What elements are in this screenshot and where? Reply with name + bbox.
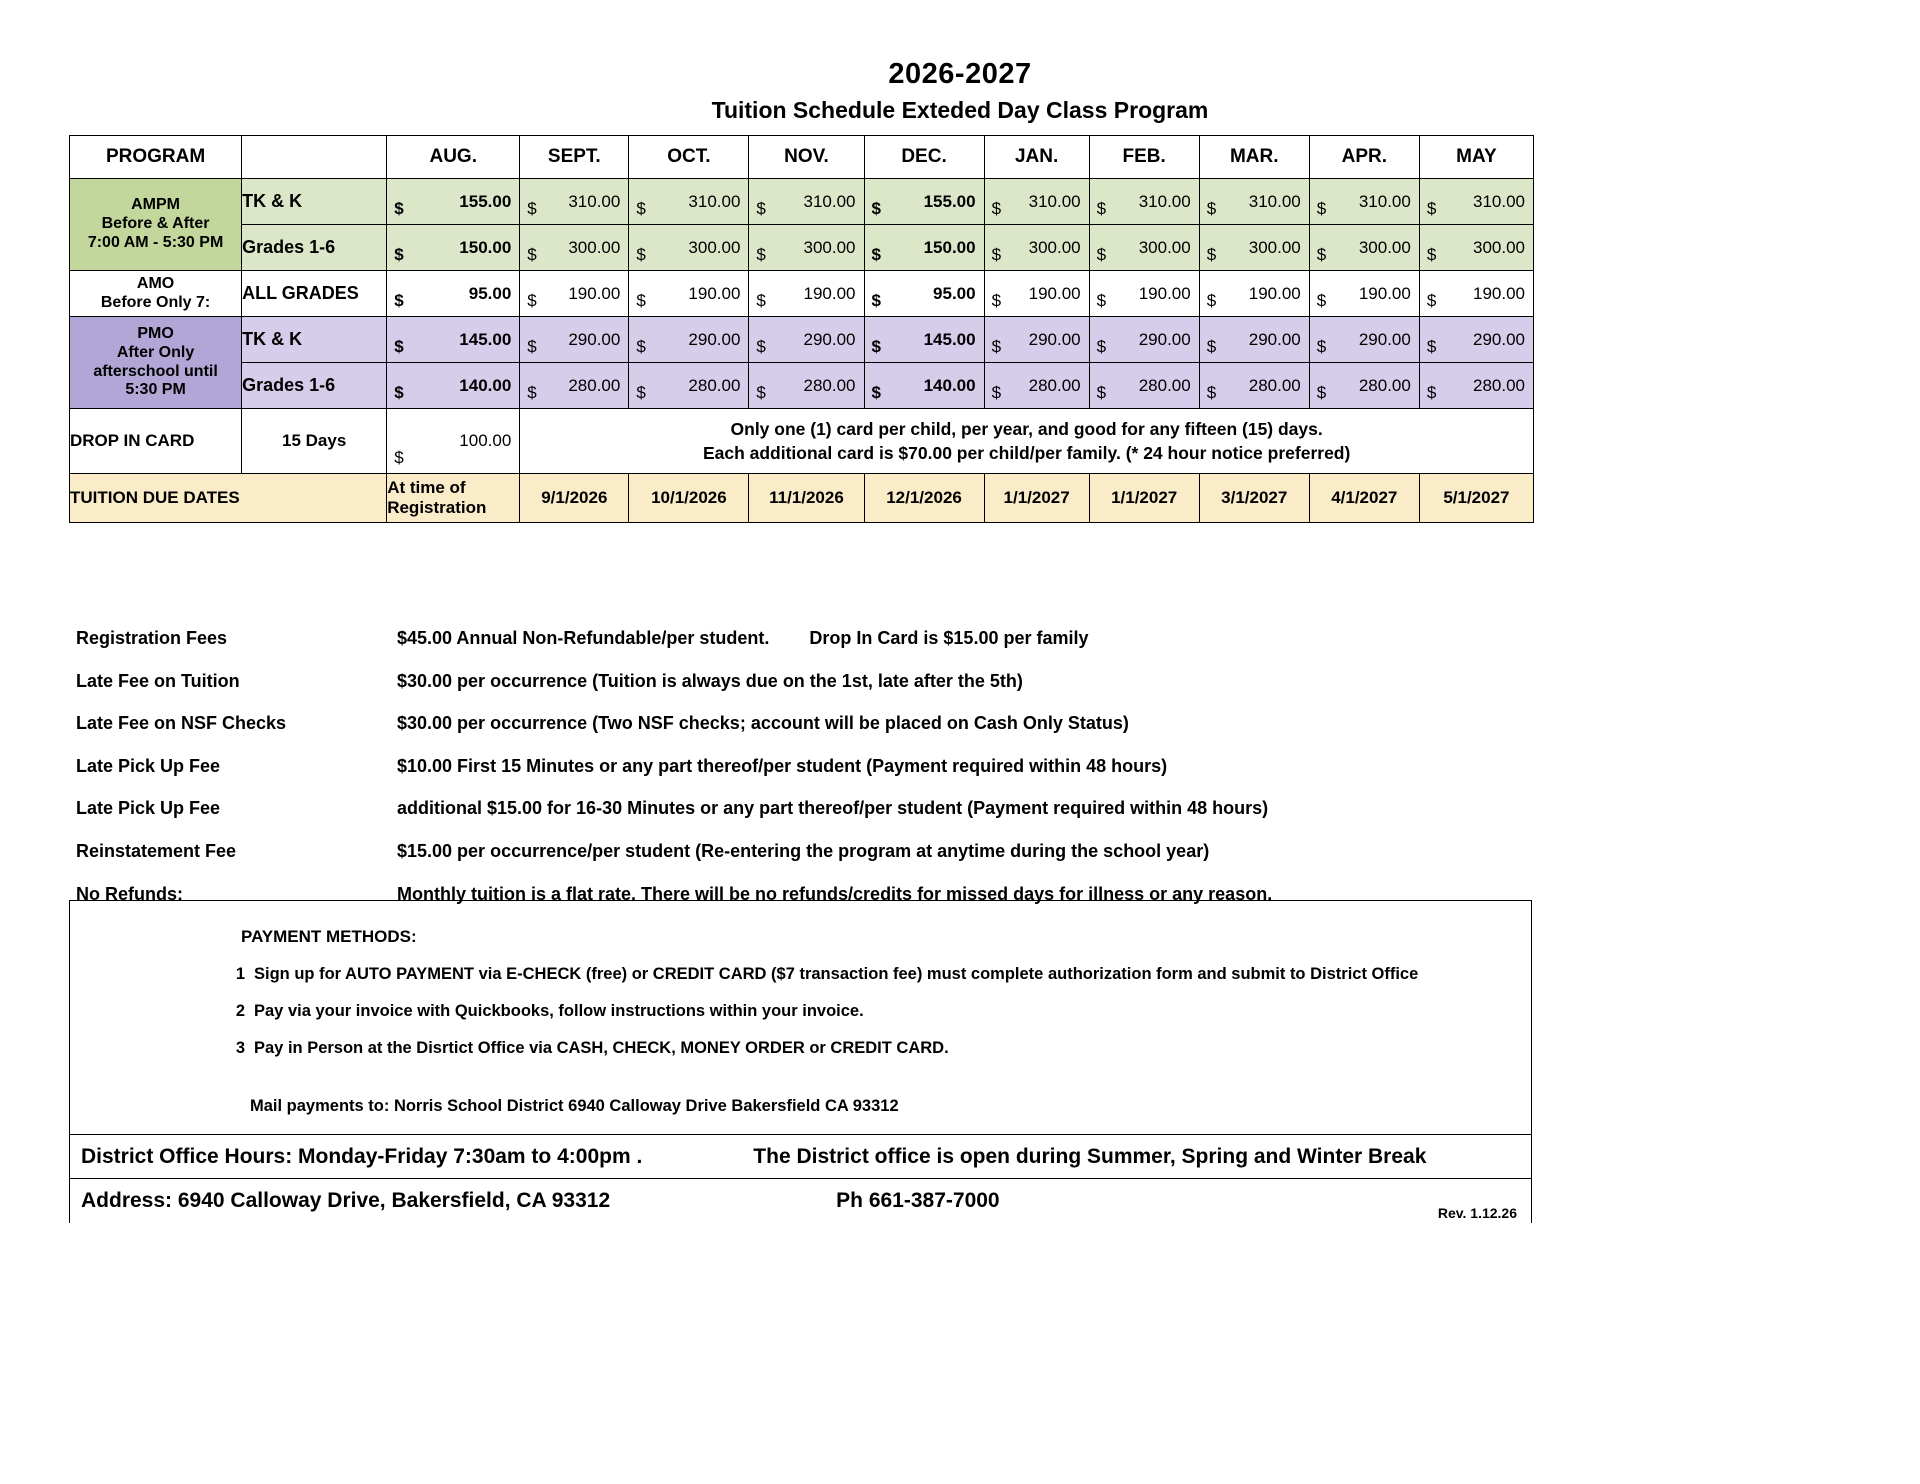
currency-symbol: $ xyxy=(1096,199,1107,218)
program-name-ampm: AMPM xyxy=(131,196,180,214)
price-value: 145.00 xyxy=(459,329,512,349)
price-cell-nov xyxy=(749,317,864,363)
due-date-apr: 4/1/2027 xyxy=(1309,474,1419,523)
grade-label: Grades 1-6 xyxy=(242,225,387,271)
price-cell-sept xyxy=(520,363,629,409)
price-cell-nov xyxy=(749,363,864,409)
page-title-year: 2026-2027 xyxy=(888,58,1032,90)
price-cell-jan xyxy=(984,363,1089,409)
fee-value: $10.00 First 15 Minutes or any part thereof/per student (Payment required within 48 hours) xyxy=(397,755,1168,776)
price-value: 280.00 xyxy=(568,375,621,395)
currency-symbol: $ xyxy=(1316,199,1327,218)
price-value: 150.00 xyxy=(923,237,976,257)
program-name-amo: AMO xyxy=(136,274,175,292)
drop-in-note-line2: Each additional card is $70.00 per child/per family. (* 24 hour notice preferred) xyxy=(702,443,1351,463)
price-cell-feb xyxy=(1089,225,1199,271)
district-address: Address: 6940 Calloway Drive, Bakersfield, CA 93312 xyxy=(81,1189,611,1212)
price-value: 280.00 xyxy=(1473,375,1525,395)
price-cell-apr xyxy=(1309,271,1419,317)
currency-symbol: $ xyxy=(991,245,1002,264)
header-blank xyxy=(242,136,387,179)
price-value: 310.00 xyxy=(568,191,621,211)
currency-symbol: $ xyxy=(871,199,881,218)
currency-symbol: $ xyxy=(527,245,537,264)
price-cell-feb xyxy=(1089,179,1199,225)
header-feb: FEB. xyxy=(1089,136,1199,179)
currency-symbol: $ xyxy=(756,199,766,218)
price-value: 280.00 xyxy=(688,375,741,395)
fee-row-late-pickup-1 xyxy=(76,756,1536,778)
fee-value-main: $45.00 Annual Non-Refundable/per student. xyxy=(397,628,770,648)
fee-value: $15.00 per occurrence/per student (Re-entering the program at anytime during the school year) xyxy=(397,840,1210,861)
currency-symbol: $ xyxy=(394,199,404,218)
fee-value: additional $15.00 for 16-30 Minutes or any part thereof/per student (Payment required within 48 hours) xyxy=(397,798,1269,819)
payment-method-number: 3 xyxy=(235,1039,245,1057)
mail-payments-text: Mail payments to: Norris School District 6940 Calloway Drive Bakersfield CA 93312 xyxy=(250,1097,899,1115)
program-line2-ampm: Before & After xyxy=(101,215,210,233)
payment-methods-title: PAYMENT METHODS: xyxy=(241,927,417,946)
header-aug: AUG. xyxy=(387,136,520,179)
currency-symbol: $ xyxy=(1316,291,1327,310)
payment-method-number: 1 xyxy=(235,965,245,983)
currency-symbol: $ xyxy=(636,245,646,264)
currency-symbol: $ xyxy=(1206,383,1217,402)
price-cell-apr xyxy=(1309,363,1419,409)
payment-method-item xyxy=(225,1039,1531,1058)
page-title-block xyxy=(0,0,1920,124)
price-value: 290.00 xyxy=(688,329,741,349)
price-cell-aug xyxy=(387,317,520,363)
price-value: 190.00 xyxy=(688,283,741,303)
currency-symbol: $ xyxy=(1206,337,1217,356)
fee-row-reinstatement xyxy=(76,841,1536,863)
currency-symbol: $ xyxy=(636,199,646,218)
fee-label: Late Pick Up Fee xyxy=(76,798,221,819)
header-apr: APR. xyxy=(1309,136,1419,179)
footer-hours-row xyxy=(69,1135,1532,1179)
price-cell-aug xyxy=(387,179,520,225)
price-cell-apr xyxy=(1309,179,1419,225)
price-value: 290.00 xyxy=(1138,329,1191,349)
header-sept: SEPT. xyxy=(520,136,629,179)
price-cell-sept xyxy=(520,271,629,317)
price-value: 145.00 xyxy=(923,329,976,349)
fee-label: Reinstatement Fee xyxy=(76,840,237,861)
price-cell-may xyxy=(1419,271,1533,317)
revision-label: Rev. 1.12.26 xyxy=(1437,1205,1517,1221)
currency-symbol: $ xyxy=(527,337,537,356)
tuition-due-dates-row xyxy=(70,474,1534,523)
tuition-table-wrapper xyxy=(69,135,1534,523)
price-cell-dec xyxy=(864,363,984,409)
header-program: PROGRAM xyxy=(70,136,242,179)
table-row xyxy=(70,363,1534,409)
currency-symbol: $ xyxy=(1426,383,1437,402)
grade-label: Grades 1-6 xyxy=(242,363,387,409)
program-line3-pmo: afterschool until xyxy=(93,362,218,380)
table-header-row xyxy=(70,136,1534,179)
price-value: 190.00 xyxy=(1358,283,1411,303)
price-value: 280.00 xyxy=(1138,375,1191,395)
due-date-nov: 11/1/2026 xyxy=(749,474,864,523)
currency-symbol: $ xyxy=(1206,199,1217,218)
price-value: 290.00 xyxy=(1028,329,1081,349)
tuition-due-dates-label: TUITION DUE DATES xyxy=(70,474,387,523)
due-date-dec: 12/1/2026 xyxy=(864,474,984,523)
due-date-feb: 1/1/2027 xyxy=(1089,474,1199,523)
price-value: 310.00 xyxy=(1138,191,1191,211)
header-may: MAY xyxy=(1419,136,1533,179)
price-value: 190.00 xyxy=(1138,283,1191,303)
fee-label: Late Fee on NSF Checks xyxy=(76,713,287,734)
price-value: 300.00 xyxy=(1473,237,1525,257)
price-cell-oct xyxy=(629,271,749,317)
price-cell-dec xyxy=(864,317,984,363)
price-cell-may xyxy=(1419,317,1533,363)
currency-symbol: $ xyxy=(756,383,766,402)
price-value: 290.00 xyxy=(1358,329,1411,349)
price-cell-aug xyxy=(387,225,520,271)
price-value: 280.00 xyxy=(1358,375,1411,395)
currency-symbol: $ xyxy=(991,383,1002,402)
fee-label: Late Pick Up Fee xyxy=(76,755,221,776)
currency-symbol: $ xyxy=(636,337,646,356)
payment-method-text: Pay in Person at the Disrtict Office via CASH, CHECK, MONEY ORDER or CREDIT CARD. xyxy=(254,1039,949,1057)
price-cell-feb xyxy=(1089,317,1199,363)
fee-value xyxy=(397,628,1536,650)
price-cell-oct xyxy=(629,363,749,409)
price-cell-feb xyxy=(1089,271,1199,317)
header-oct: OCT. xyxy=(629,136,749,179)
drop-in-card-days: 15 Days xyxy=(242,409,387,474)
price-value: 290.00 xyxy=(803,329,856,349)
price-value: 290.00 xyxy=(1473,329,1525,349)
currency-symbol: $ xyxy=(756,291,766,310)
tuition-schedule-table xyxy=(69,135,1534,523)
header-nov: NOV. xyxy=(749,136,864,179)
price-cell-mar xyxy=(1199,225,1309,271)
fee-value: $30.00 per occurrence (Two NSF checks; account will be placed on Cash Only Status) xyxy=(397,713,1129,734)
currency-symbol: $ xyxy=(1316,337,1327,356)
program-line2-amo: Before Only 7: xyxy=(100,293,211,311)
due-registration-line1: At time of xyxy=(387,477,466,497)
program-line4-pmo: 5:30 PM xyxy=(125,381,186,399)
price-value: 190.00 xyxy=(568,283,621,303)
payment-method-number: 2 xyxy=(235,1002,245,1020)
currency-symbol: $ xyxy=(1426,337,1437,356)
footer-address-row xyxy=(69,1179,1532,1223)
price-cell-sept xyxy=(520,225,629,271)
drop-in-card-row xyxy=(70,409,1534,474)
grade-label: ALL GRADES xyxy=(242,271,387,317)
price-value: 310.00 xyxy=(1248,191,1301,211)
price-cell-jan xyxy=(984,271,1089,317)
price-cell-may xyxy=(1419,363,1533,409)
fee-row-registration xyxy=(76,628,1536,650)
currency-symbol: $ xyxy=(394,291,404,310)
price-value: 280.00 xyxy=(1248,375,1301,395)
price-value: 190.00 xyxy=(1248,283,1301,303)
payment-method-text: Sign up for AUTO PAYMENT via E-CHECK (free) or CREDIT CARD ($7 transaction fee) must complete authorization form and submit to District Office xyxy=(254,965,1419,983)
due-date-jan: 1/1/2027 xyxy=(984,474,1089,523)
payment-method-item xyxy=(225,965,1531,984)
price-cell-jan xyxy=(984,317,1089,363)
price-cell-sept xyxy=(520,317,629,363)
district-office-hours: District Office Hours: Monday-Friday 7:30am to 4:00pm . xyxy=(81,1144,643,1168)
price-cell-oct xyxy=(629,179,749,225)
fee-label: Registration Fees xyxy=(76,628,228,648)
price-value: 300.00 xyxy=(568,237,621,257)
currency-symbol: $ xyxy=(991,199,1002,218)
fee-label: Late Fee on Tuition xyxy=(76,670,240,691)
program-label-amo xyxy=(70,271,242,317)
price-value: 155.00 xyxy=(459,191,512,211)
price-cell-feb xyxy=(1089,363,1199,409)
price-value: 150.00 xyxy=(459,237,512,257)
price-value: 290.00 xyxy=(568,329,621,349)
fee-value: Monthly tuition is a flat rate. There will be no refunds/credits for missed days for illness or any reason. xyxy=(397,883,1273,904)
currency-symbol: $ xyxy=(636,383,646,402)
page-title-subtitle: Tuition Schedule Exteded Day Class Program xyxy=(711,97,1209,124)
currency-symbol: $ xyxy=(1206,245,1217,264)
due-date-sept: 9/1/2026 xyxy=(520,474,629,523)
district-office-open-note: The District office is open during Summer, Spring and Winter Break xyxy=(753,1144,1427,1168)
price-cell-nov xyxy=(749,271,864,317)
currency-symbol: $ xyxy=(871,291,881,310)
currency-symbol: $ xyxy=(871,383,881,402)
payment-methods-box xyxy=(69,900,1532,1135)
header-jan: JAN. xyxy=(984,136,1089,179)
price-cell-nov xyxy=(749,179,864,225)
grade-label: TK & K xyxy=(242,317,387,363)
currency-symbol: $ xyxy=(1096,291,1107,310)
payment-method-text: Pay via your invoice with Quickbooks, follow instructions within your invoice. xyxy=(254,1002,864,1020)
currency-symbol: $ xyxy=(991,337,1002,356)
price-value: 310.00 xyxy=(1473,191,1525,211)
price-value: 95.00 xyxy=(933,283,976,303)
price-value: 300.00 xyxy=(1028,237,1081,257)
program-name-pmo: PMO xyxy=(137,324,174,342)
currency-symbol: $ xyxy=(1096,337,1107,356)
price-cell-apr xyxy=(1309,317,1419,363)
price-value: 190.00 xyxy=(1473,283,1525,303)
header-dec: DEC. xyxy=(864,136,984,179)
fee-row-late-pickup-2 xyxy=(76,798,1536,820)
price-cell-dec xyxy=(864,225,984,271)
due-date-oct: 10/1/2026 xyxy=(629,474,749,523)
price-cell-mar xyxy=(1199,363,1309,409)
price-value: 100.00 xyxy=(459,431,512,450)
price-cell-jan xyxy=(984,225,1089,271)
currency-symbol: $ xyxy=(1426,245,1437,264)
price-value: 300.00 xyxy=(1138,237,1191,257)
price-value: 140.00 xyxy=(459,375,512,395)
currency-symbol: $ xyxy=(871,245,881,264)
currency-symbol: $ xyxy=(756,245,766,264)
table-row xyxy=(70,271,1534,317)
price-cell-may xyxy=(1419,225,1533,271)
fee-row-nsf xyxy=(76,713,1536,735)
price-value: 155.00 xyxy=(923,191,976,211)
currency-symbol: $ xyxy=(394,245,404,264)
due-date-mar: 3/1/2027 xyxy=(1199,474,1309,523)
currency-symbol: $ xyxy=(1206,291,1217,310)
currency-symbol: $ xyxy=(1096,245,1107,264)
drop-in-card-label: DROP IN CARD xyxy=(70,409,242,474)
price-cell-aug xyxy=(387,271,520,317)
price-cell-jan xyxy=(984,179,1089,225)
price-cell-sept xyxy=(520,179,629,225)
price-value: 300.00 xyxy=(1248,237,1301,257)
drop-in-card-price xyxy=(387,409,520,474)
payment-method-item xyxy=(225,1002,1531,1021)
due-date-may: 5/1/2027 xyxy=(1419,474,1533,523)
price-cell-may xyxy=(1419,179,1533,225)
currency-symbol: $ xyxy=(1316,383,1327,402)
due-registration-line2: Registration xyxy=(387,498,487,517)
table-row xyxy=(70,225,1534,271)
currency-symbol: $ xyxy=(1316,245,1327,264)
price-value: 290.00 xyxy=(1248,329,1301,349)
price-value: 310.00 xyxy=(688,191,741,211)
price-value: 140.00 xyxy=(923,375,976,395)
district-phone: Ph 661-387-7000 xyxy=(836,1189,1000,1212)
price-cell-apr xyxy=(1309,225,1419,271)
price-value: 310.00 xyxy=(803,191,856,211)
price-value: 300.00 xyxy=(688,237,741,257)
fee-row-late-tuition xyxy=(76,671,1536,693)
drop-in-card-note xyxy=(520,409,1534,474)
price-cell-oct xyxy=(629,225,749,271)
currency-symbol: $ xyxy=(871,337,881,356)
fee-list xyxy=(76,628,1536,926)
currency-symbol: $ xyxy=(394,337,404,356)
fee-value: $30.00 per occurrence (Tuition is always due on the 1st, late after the 5th) xyxy=(397,670,1023,691)
currency-symbol: $ xyxy=(756,337,766,356)
fee-value-secondary: Drop In Card is $15.00 per family xyxy=(809,628,1089,648)
price-value: 280.00 xyxy=(803,375,856,395)
price-cell-dec xyxy=(864,271,984,317)
price-cell-mar xyxy=(1199,317,1309,363)
due-date-registration xyxy=(387,474,520,523)
table-row xyxy=(70,179,1534,225)
currency-symbol: $ xyxy=(394,383,404,402)
price-cell-dec xyxy=(864,179,984,225)
drop-in-note-line1: Only one (1) card per child, per year, and good for any fifteen (15) days. xyxy=(730,418,1323,439)
price-cell-oct xyxy=(629,317,749,363)
currency-symbol: $ xyxy=(636,291,646,310)
table-row xyxy=(70,317,1534,363)
currency-symbol: $ xyxy=(527,383,537,402)
price-cell-mar xyxy=(1199,271,1309,317)
currency-symbol: $ xyxy=(527,291,537,310)
currency-symbol: $ xyxy=(991,291,1002,310)
price-value: 190.00 xyxy=(1028,283,1081,303)
program-line3-ampm: 7:00 AM - 5:30 PM xyxy=(87,233,224,251)
fee-label: No Refunds: xyxy=(76,883,183,904)
price-cell-aug xyxy=(387,363,520,409)
program-label-ampm xyxy=(70,179,242,271)
price-value: 280.00 xyxy=(1028,375,1081,395)
grade-label: TK & K xyxy=(242,179,387,225)
price-value: 190.00 xyxy=(803,283,856,303)
price-value: 300.00 xyxy=(803,237,856,257)
program-line2-pmo: After Only xyxy=(116,343,195,361)
currency-symbol: $ xyxy=(527,199,537,218)
price-value: 310.00 xyxy=(1358,191,1411,211)
price-cell-nov xyxy=(749,225,864,271)
currency-symbol: $ xyxy=(1426,199,1437,218)
price-value: 310.00 xyxy=(1028,191,1081,211)
currency-symbol: $ xyxy=(1426,291,1437,310)
header-mar: MAR. xyxy=(1199,136,1309,179)
price-value: 95.00 xyxy=(468,283,512,303)
price-value: 300.00 xyxy=(1358,237,1411,257)
price-cell-mar xyxy=(1199,179,1309,225)
currency-symbol: $ xyxy=(394,448,404,467)
currency-symbol: $ xyxy=(1096,383,1107,402)
program-label-pmo xyxy=(70,317,242,409)
